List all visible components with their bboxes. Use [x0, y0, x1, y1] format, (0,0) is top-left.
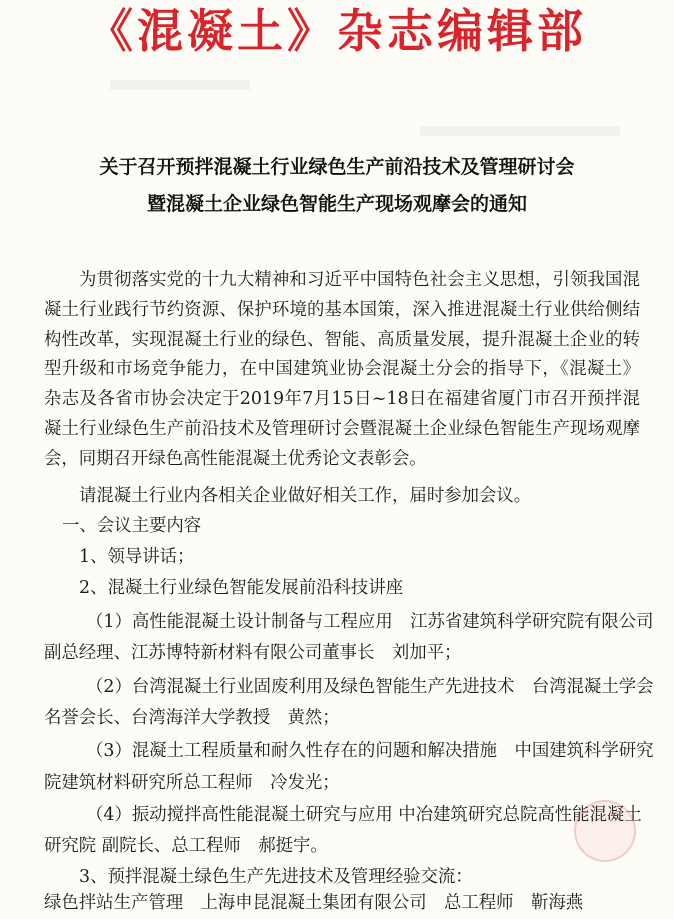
- lecture-line: 名誉会长、台湾海洋大学教授 黄然；: [44, 708, 340, 728]
- intro-paragraph: 为贯彻落实党的十九大精神和习近平中国特色社会主义思想，引领我国混凝土行业践行节约资源、保护环境的基本国策，深入推进混凝土行业供给侧结构性改革，实现混凝土行业的绿色、智能、高质量发展，提升混凝土企业的转型升级和市场竞争能力，在中国建筑业协会混凝土分会的指导下，《混凝土》杂志及各省市协会决定于2019年7月15日~18日在福建省厦门市召开预拌混凝土行业绿色生产前沿技术及管理研讨会暨混凝土企业绿色智能生产现场观摩会，同期召开绿色高性能混凝土优秀论文表彰会。: [44, 270, 640, 469]
- lecture-line: 研究院 副院长、总工程师 郝挺宇。: [44, 836, 328, 856]
- lecture-line: 院建筑材料研究所总工程师 冷发光；: [44, 773, 340, 793]
- lecture-line: （4）振动搅拌高性能混凝土研究与应用 中冶建筑研究总院高性能混凝土: [86, 805, 642, 825]
- invite-paragraph: 请混凝土行业内各相关企业做好相关工作，届时参加会议。: [79, 486, 532, 506]
- bleed-through-mark: [110, 80, 250, 90]
- lecture-line: 副总经理、江苏博特新材料有限公司董事长 刘加平；: [44, 643, 462, 663]
- list-item: 1、领导讲话；: [79, 547, 195, 567]
- notice-title-line1: 关于召开预拌混凝土行业绿色生产前沿技术及管理研讨会: [99, 156, 575, 178]
- list-item: 3、预拌混凝土绿色生产先进技术及管理经验交流：: [79, 867, 473, 887]
- stamp-seal: [574, 800, 636, 862]
- publisher-header: 《混凝土》杂志编辑部: [87, 4, 587, 58]
- exchange-line: 绿色拌站生产管理 上海申昆混凝土集团有限公司 总工程师 靳海燕: [44, 893, 584, 913]
- notice-title-line2: 暨混凝土企业绿色智能生产现场观摩会的通知: [146, 193, 527, 215]
- section-heading: 一、会议主要内容: [62, 516, 202, 536]
- lecture-line: （1）高性能混凝土设计制备与工程应用 江苏省建筑科学研究院有限公司: [86, 612, 654, 632]
- lecture-line: （3）混凝土工程质量和耐久性存在的问题和解决措施 中国建筑科学研究: [86, 741, 654, 761]
- lecture-line: （2）台湾混凝土行业固废利用及绿色智能生产先进技术 台湾混凝土学会: [86, 677, 654, 697]
- bleed-through-mark: [420, 126, 620, 136]
- list-item: 2、混凝土行业绿色智能发展前沿科技讲座: [79, 578, 404, 598]
